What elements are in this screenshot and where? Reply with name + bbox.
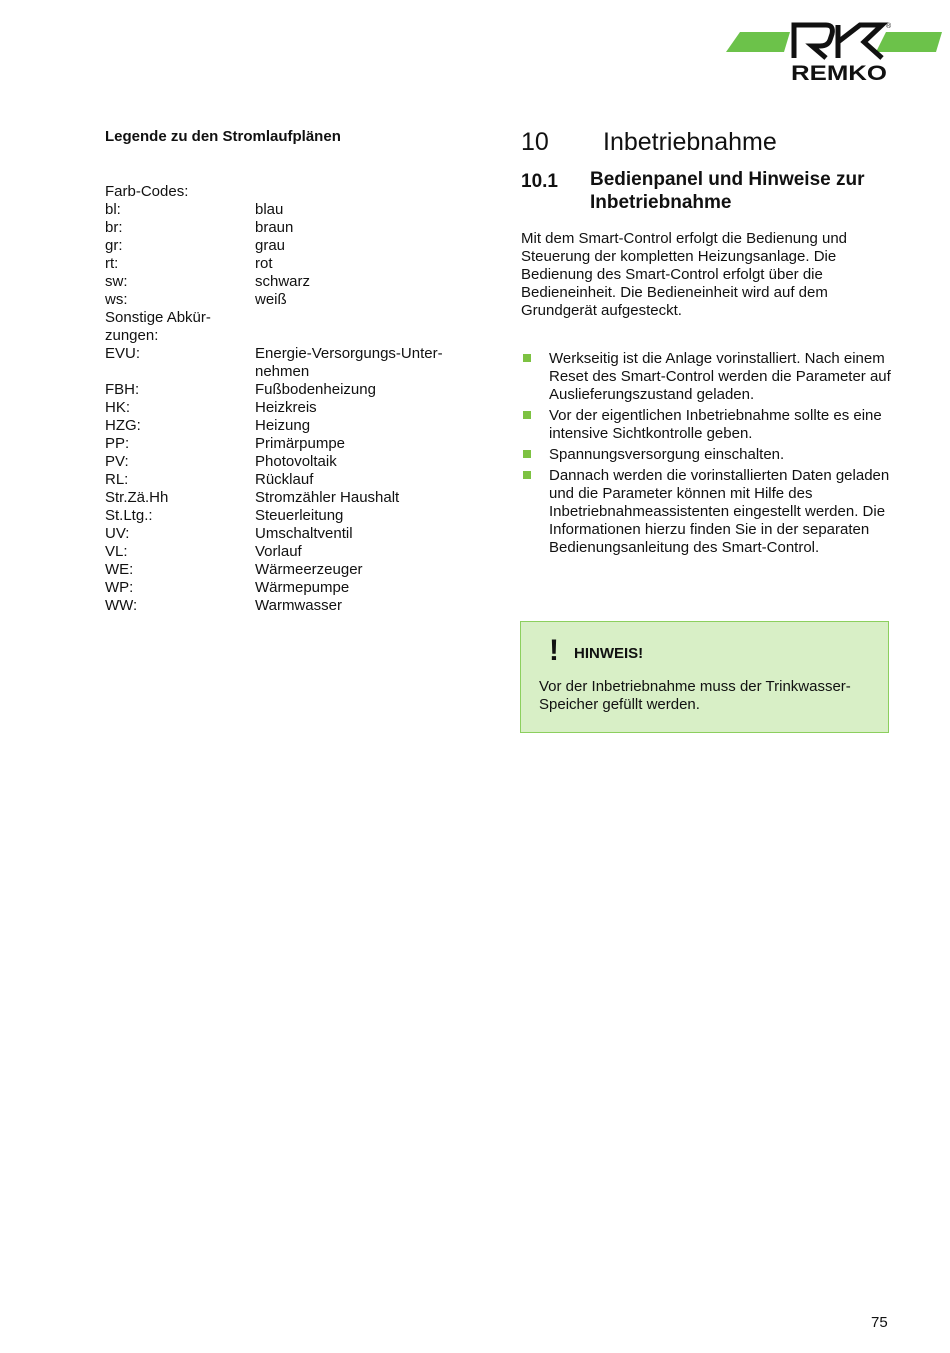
legend-value: weiß [255,291,287,308]
bullet-text: Spannungsversorgung einschalten. [549,445,785,463]
logo-green-stripe-right [876,32,942,52]
section-heading [521,126,893,158]
legend-key: sw: [105,273,128,290]
section-title: Inbetriebnahme [603,128,777,156]
legend-row [105,399,485,417]
legend-key: PP: [105,435,130,452]
legend-row [105,219,485,237]
section-number: 10 [521,128,549,156]
legend-key: Sonstige Abkür-zungen: [105,309,211,344]
legend-row [105,579,485,597]
legend-key: FBH: [105,381,140,398]
bullet-list [521,350,893,557]
legend-key: RL: [105,471,129,488]
legend-row [105,543,485,561]
legend-key: ws: [105,291,128,308]
legend-value: rot [255,255,273,272]
legend-key: br: [105,219,123,236]
intro-paragraph: Mit dem Smart-Control erfolgt die Bedienung und Steuerung der kompletten Heizungsanlage. Die Bedienung des Smart-Control erfolgt über die Bedieneinheit. Die Bedieneinheit wird auf dem Grundgerät aufgesteckt. [521,229,848,319]
legend-key: rt: [105,255,119,272]
bullet-square-icon [523,354,531,362]
legend-value: Steuerleitung [255,507,344,524]
legend-value: braun [255,219,294,236]
legend-key: EVU: [105,345,141,362]
legend-row [105,417,485,435]
bullet-item [521,467,893,557]
legend-value: Energie-Versorgungs-Unter-nehmen [255,345,443,380]
legend-list [105,201,485,615]
legend-row [105,291,485,309]
bullet-text: Werkseitig ist die Anlage vorinstalliert. Nach einem Reset des Smart-Control werden die Parameter auf Auslieferungszustand geladen. [549,349,891,403]
legend-row [105,237,485,255]
legend-row [105,435,485,453]
legend-key: bl: [105,201,121,218]
bullet-square-icon [523,450,531,458]
legend-value: schwarz [255,273,311,290]
legend-row [105,507,485,525]
exclamation-icon: ! [549,634,559,667]
remko-logo [726,20,944,86]
logo-rk-mark [794,25,882,58]
legend-value: Umschaltventil [255,525,353,542]
legend-value: Wärmeerzeuger [255,561,363,578]
section-column [521,126,893,560]
legend-key: PV: [105,453,129,470]
legend-key: HK: [105,399,131,416]
legend-row [105,381,485,399]
legend-row [105,561,485,579]
remko-logo-graphic [726,20,944,86]
legend-row [105,201,485,219]
subsection-heading [521,168,893,214]
logo-text: REMKO [791,62,887,85]
legend-key: HZG: [105,417,141,434]
legend-row [105,597,485,615]
legend-row [105,489,485,507]
legend-key: WW: [105,597,138,614]
legend-row [105,471,485,489]
page-number: 75 [871,1314,888,1331]
legend-row [105,453,485,471]
legend-value: Rücklauf [255,471,314,488]
legend-value: Stromzähler Haushalt [255,489,400,506]
legend-value: blau [255,201,284,218]
legend-value: Heizkreis [255,399,317,416]
legend-value: Primärpumpe [255,435,346,452]
bullet-square-icon [523,471,531,479]
logo-green-stripe-left [726,32,790,52]
legend-value: grau [255,237,286,254]
legend-value: Photovoltaik [255,453,337,470]
bullet-item [521,407,893,443]
legend-value: Vorlauf [255,543,302,560]
legend-row [105,309,485,345]
note-text: Vor der Inbetriebnahme muss der Trinkwasser-Speicher gefüllt werden. [539,678,851,713]
legend-value: Heizung [255,417,311,434]
logo-registered-mark: ® [886,23,892,30]
legend-row [105,525,485,543]
legend-key: VL: [105,543,128,560]
subsection-title: Bedienpanel und Hinweise zur Inbetriebnahme [590,169,865,213]
subsection-number: 10.1 [521,171,558,192]
legend-key: gr: [105,237,123,254]
legend-row [105,345,485,381]
farb-codes-header: Farb-Codes: [105,183,189,200]
legend-column [105,127,485,615]
legend-value: Wärmepumpe [255,579,350,596]
legend-key: WE: [105,561,134,578]
legend-value [255,309,470,345]
bullet-text: Dannach werden die vorinstallierten Daten geladen und die Parameter können mit Hilfe des Inbetriebnahmeassistenten eingestellt werden. Die Informationen hierzu finden Sie in der separaten Bedienungsanleitung des Smart-Control. [549,466,890,556]
note-box [520,621,889,733]
legend-row [105,273,485,291]
bullet-item [521,446,893,464]
legend-key: St.Ltg.: [105,507,153,524]
bullet-text: Vor der eigentlichen Inbetriebnahme sollte es eine intensive Sichtkontrolle geben. [549,406,882,442]
note-title: HINWEIS! [574,645,644,662]
legend-value: Fußbodenheizung [255,381,376,398]
legend-value: Warmwasser [255,597,342,614]
legend-title: Legende zu den Stromlaufplänen [105,128,341,145]
bullet-item [521,350,893,404]
legend-key: Str.Zä.Hh [105,489,169,506]
legend-row [105,255,485,273]
bullet-square-icon [523,411,531,419]
legend-key: UV: [105,525,130,542]
legend-key: WP: [105,579,134,596]
